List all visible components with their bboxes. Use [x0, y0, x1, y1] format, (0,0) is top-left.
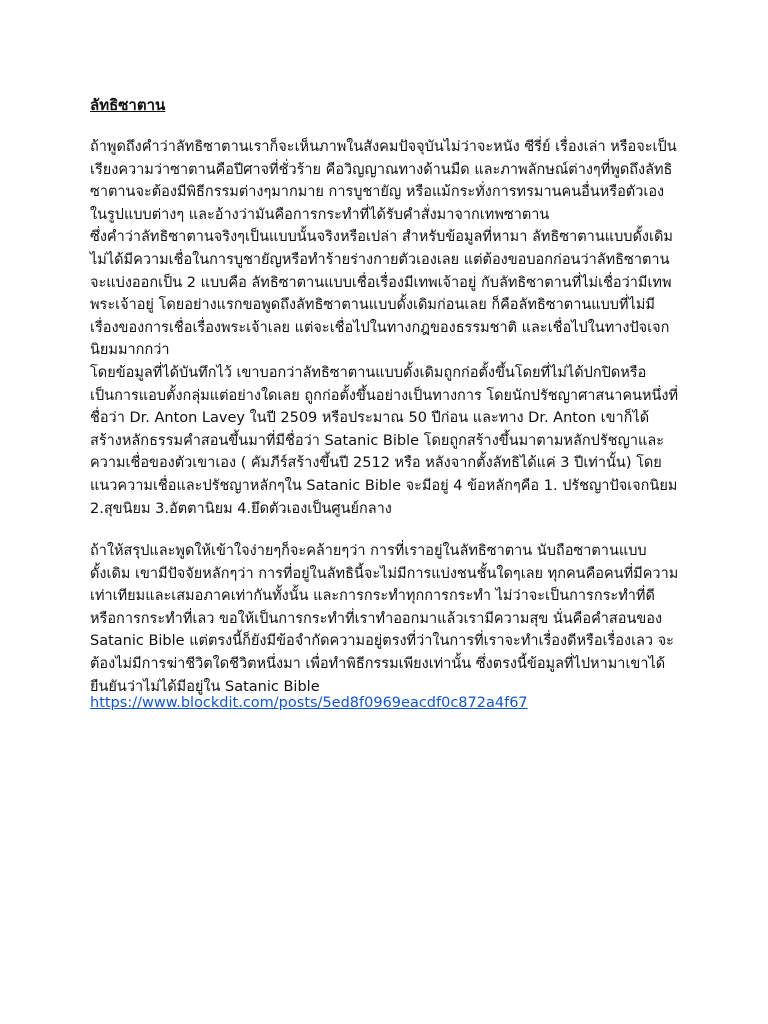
paragraph-history: โดยข้อมูลที่ได้บันทึกไว้ เขาบอกว่าลัทธิซาตานแบบดั้งเดิมถูกก่อตั้งขึ้นโดยที่ไม่ได้ปกปิดหรือเป็นการแอบตั้งกลุ่มแต่อย่างใดเลย ถูกก่อตั้งขึ้นอย่างเป็นทางการ โดยนักปรัชญาศาสนาคนหนึ่งที่ชื่อว่า Dr. Anton Lavey ในปี 2509 หรือประมาณ 50 ปีก่อน และทาง Dr. Anton เขาก็ได้สร้างหลักธรรมคำสอนขึ้นมาที่มีชื่อว่า Satanic Bible โดยถูกสร้างขึ้นมาตามหลักปรัชญาและความเชื่อของตัวเขาเอง ( คัมภีร์สร้างขึ้นปี 2512 หรือ หลังจากตั้งลัทธิได้แค่ 3 ปีเท่านั้น) โดยแนวความเชื่อและปรัชญาหลักๆใน Satanic Bible จะมีอยู่ 4 ข้อหลักๆคือ 1. ปรัชญาปัจเจกนิยม 2.สุขนิยม 3.อัตตานิยม 4.ยึดตัวเองเป็นศูนย์กลาง: [90, 364, 679, 517]
paragraph-summary: ถ้าให้สรุปและพูดให้เข้าใจง่ายๆก็จะคล้ายๆว่า การที่เราอยู่ในลัทธิซาตาน นับถือซาตานแบบดั้งเดิม เขามีปัจจัยหลักๆว่า การที่อยู่ในลัทธินี้จะไม่มีการแบ่งชนชั้นใดๆเลย ทุกคนคือคนที่มีความเท่าเทียมและเสมอภาคเท่ากันทั้งนั้น และการกระทำทุกการกระทำ ไม่ว่าจะเป็นการกระทำที่ดีหรือการกระทำที่เลว ขอให้เป็นการกระทำที่เราทำออกมาแล้วเรามีความสุข นั่นคือคำสอนของ Satanic Bible แต่ตรงนี้ก็ยังมีข้อจำกัดความอยู่ตรงที่ว่าในการที่เราจะทำเรื่องดีหรือเรื่องเลว จะต้องไม่มีการฆ่าชีวิตใดชีวิตหนึ่งมา เพื่อทำพิธีกรรมเพียงเท่านั้น ซึ่งตรงนี้ข้อมูลที่ไปหามาเขาได้ยืนยันว่าไม่ได้มีอยู่ใน Satanic Bible: [90, 543, 679, 695]
paragraph-intro: ถ้าพูดถึงคำว่าลัทธิซาตานเราก็จะเห็นภาพในสังคมปัจจุบันไม่ว่าจะหนัง ซีรี่ย์ เรื่องเล่า หรือจะเป็นเรียงความว่าซาตานคือปีศาจที่ชั่วร้าย คือวิญญาณทางด้านมืด และภาพลักษณ์ต่างๆที่พูดถึงลัทธิซาตานจะต้องมีพิธีกรรมต่างๆมากมาย การบูชายัญ หรือแม้กระทั่งการทรมานคนอื่นหรือตัวเองในรูปแบบต่างๆ และอ้างว่ามันคือการกระทำที่ได้รับคำสั่งมาจากเทพซาตาน: [90, 139, 677, 223]
source-link[interactable]: https://www.blockdit.com/posts/5ed8f0969eacdf0c872a4f67: [90, 695, 528, 711]
paragraph-spacer: [90, 520, 680, 540]
paragraph-two-types: ซึ่งคำว่าลัทธิซาตานจริงๆเป็นแบบนั้นจริงหรือเปล่า สำหรับข้อมูลที่หามา ลัทธิซาตานแบบดั้งเดิมไม่ได้มีความเชื่อในการบูชายัญหรือทำร้ายร่างกายตัวเองเลย แต่ต้องขอบอกก่อนว่าลัทธิซาตานจะแบ่งออกเป็น 2 แบบคือ ลัทธิซาตานแบบเชื่อเรื่องมีเทพเจ้าอยู่ กับลัทธิซาตานที่ไม่เชื่อว่ามีเทพพระเจ้าอยู่ โดยอย่างแรกขอพูดถึงลัทธิซาตานแบบดั้งเดิมก่อนเลย ก็คือลัทธิซาตานแบบที่ไม่มีเรื่องของการเชื่อเรื่องพระเจ้าเลย แต่จะเชื่อไปในทางกฎของธรรมชาติ และเชื่อไปในทางปัจเจกนิยมมากกว่า: [90, 229, 673, 359]
document-title: ลัทธิซาตาน: [90, 96, 166, 114]
document-body: [90, 94, 680, 698]
